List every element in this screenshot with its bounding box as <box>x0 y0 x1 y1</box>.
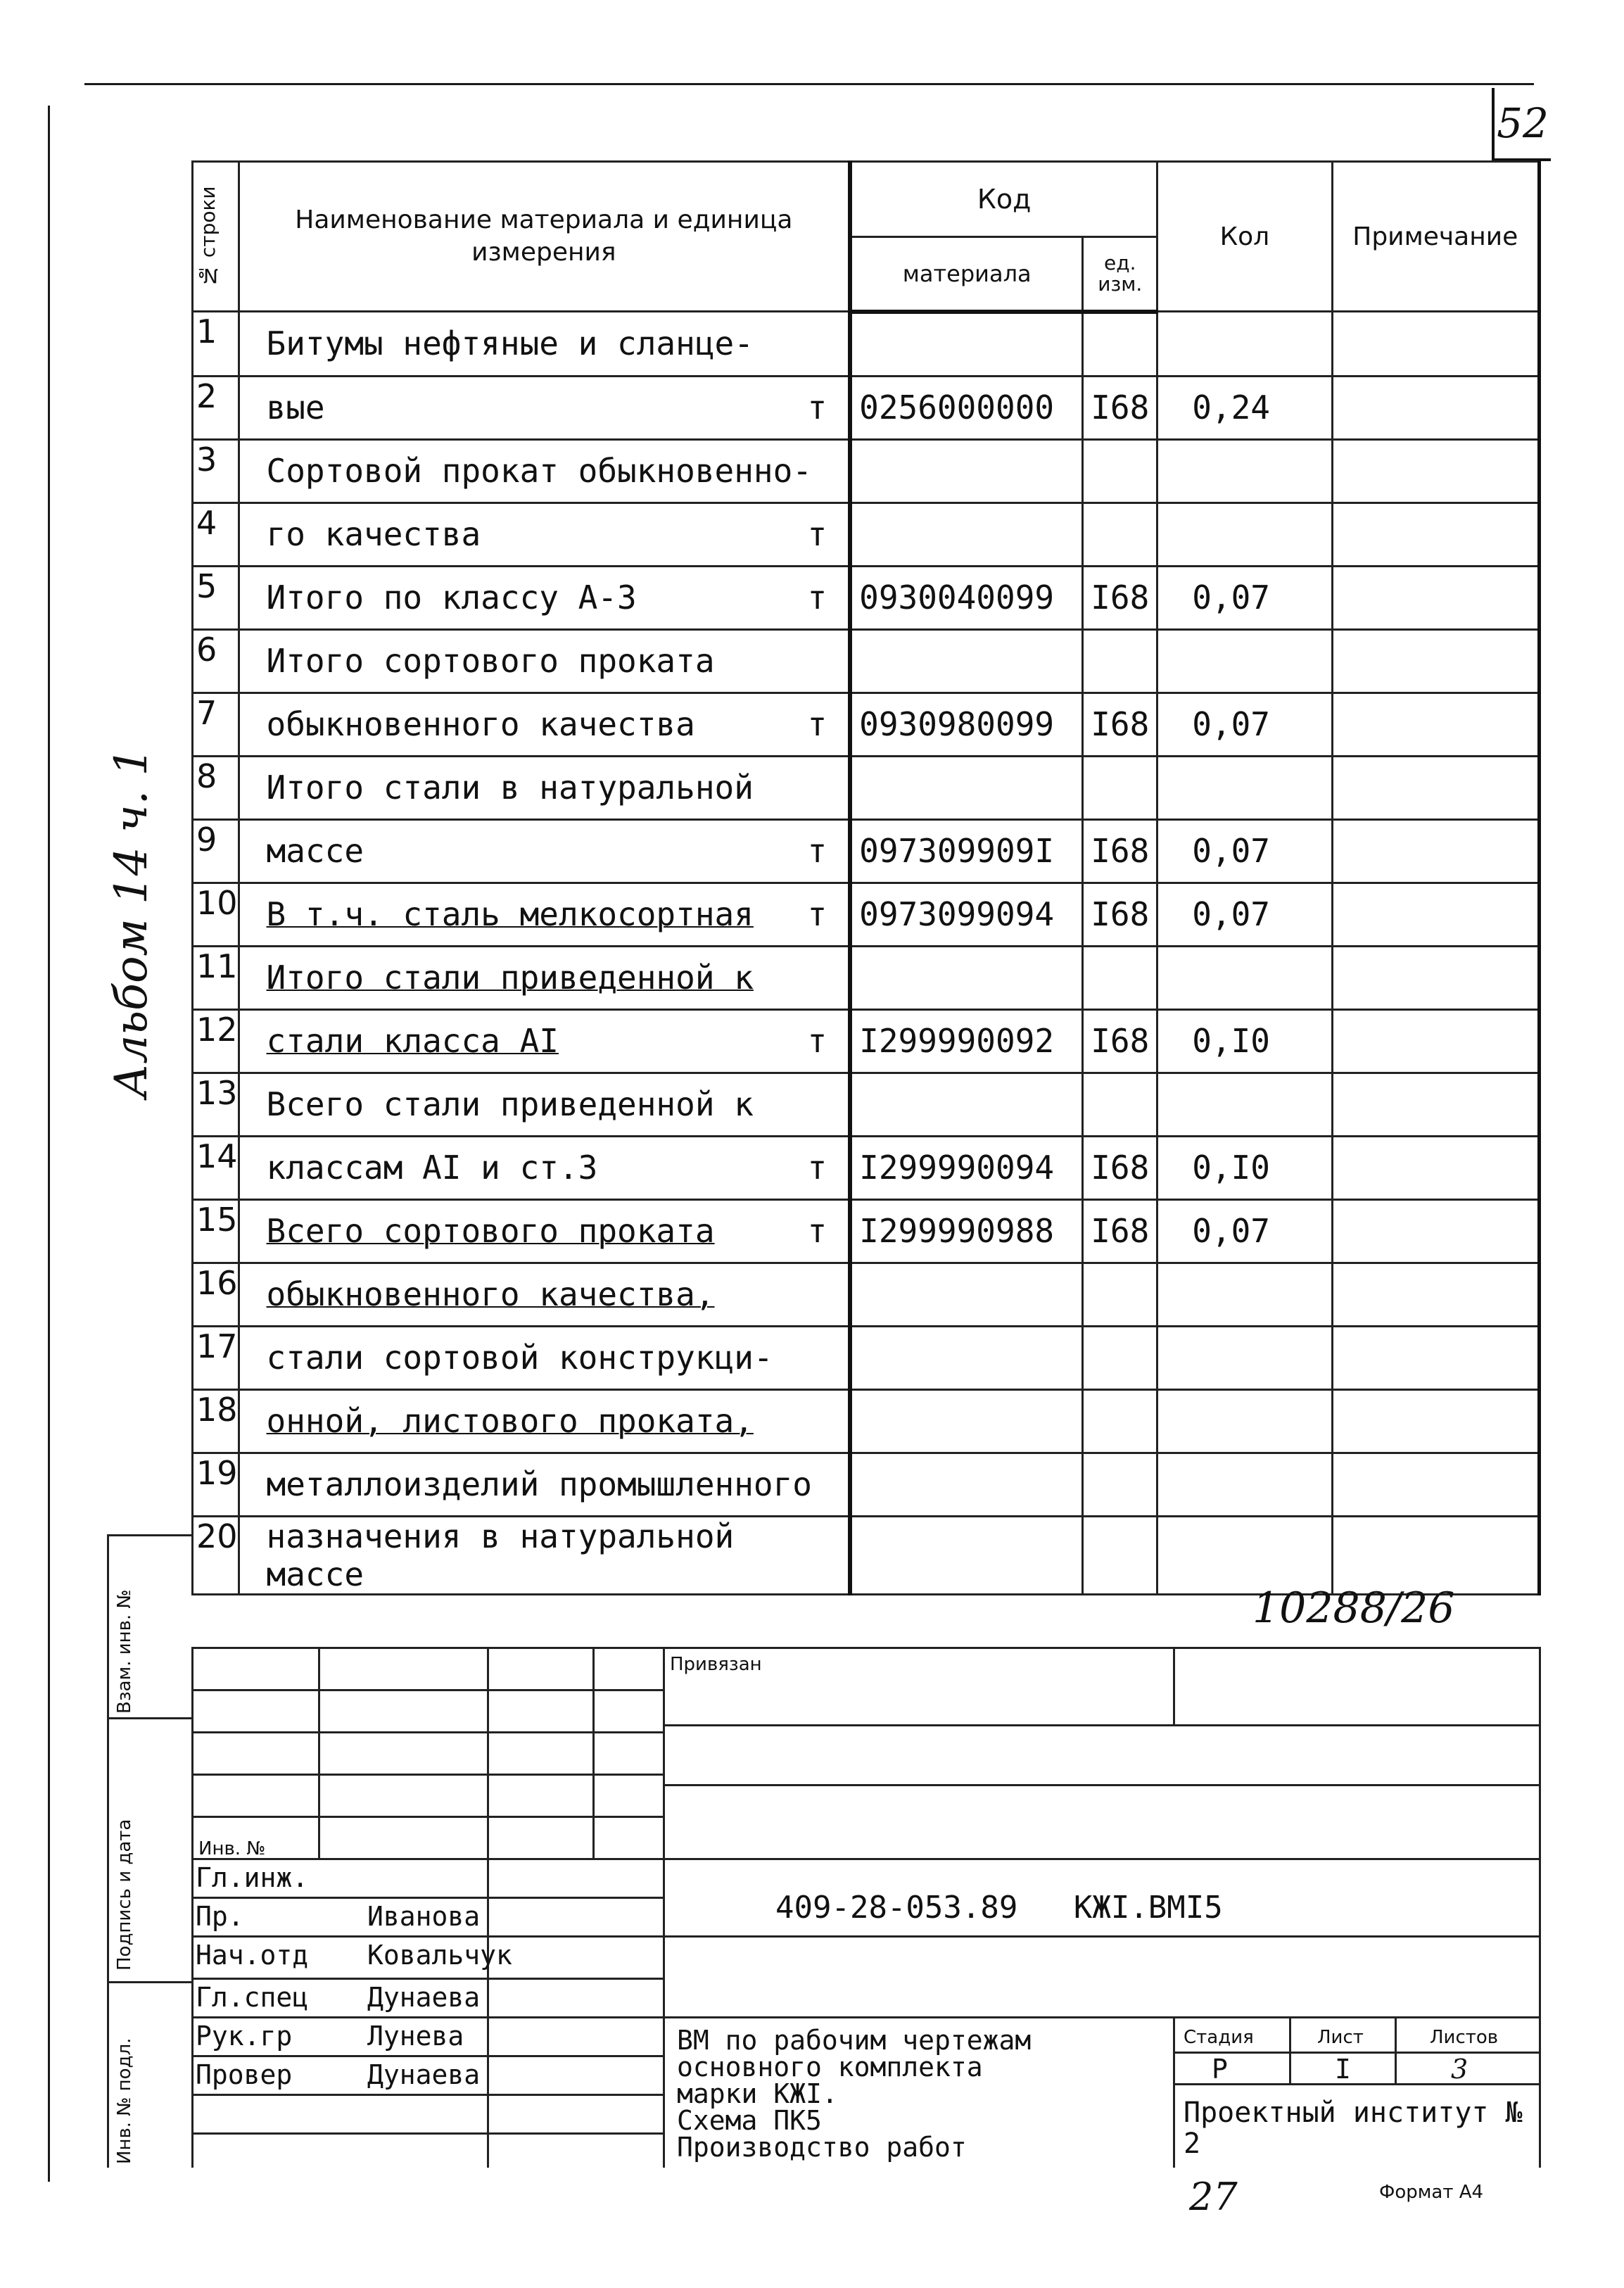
table-body <box>193 312 1540 1595</box>
table-row <box>193 1516 1540 1594</box>
note <box>1332 1263 1539 1326</box>
note <box>1332 1073 1539 1136</box>
unit-code: I68 <box>1083 1199 1157 1263</box>
note <box>1332 1326 1539 1389</box>
unit-code <box>1083 1453 1157 1516</box>
quantity <box>1157 1516 1332 1594</box>
material-code: 0256000000 <box>850 376 1083 439</box>
quantity: 0,I0 <box>1157 1009 1332 1073</box>
unit-code: I68 <box>1083 819 1157 883</box>
material-name <box>239 756 850 819</box>
unit-code: I68 <box>1083 693 1157 756</box>
person-name: Лунева <box>367 2021 464 2052</box>
material-name-text: го качества <box>266 515 481 553</box>
note <box>1332 1199 1539 1263</box>
material-name <box>239 1263 850 1326</box>
material-name-text: стали класса AI <box>266 1022 559 1060</box>
material-name <box>239 1453 850 1516</box>
material-name <box>239 566 850 629</box>
table-row <box>193 1073 1540 1136</box>
table-row <box>193 1263 1540 1326</box>
album-label: Альбом 14 ч. 1 <box>106 747 158 1098</box>
sheet-value: I <box>1335 2054 1351 2085</box>
material-name-text: классам AI и ст.3 <box>266 1149 598 1187</box>
row-number: 18 <box>193 1389 239 1453</box>
note <box>1332 819 1539 883</box>
material-code: I299990092 <box>850 1009 1083 1073</box>
unit-label: т <box>807 579 827 617</box>
table-row <box>193 1136 1540 1199</box>
unit-code: I68 <box>1083 883 1157 946</box>
row-number: 7 <box>193 693 239 756</box>
material-name-text: онной, листового проката, <box>266 1402 754 1440</box>
inv-no-label: Инв. № <box>198 1838 266 1859</box>
unit-code <box>1083 312 1157 377</box>
header-code-material: материала <box>850 236 1083 312</box>
note <box>1332 1389 1539 1453</box>
quantity: 0,24 <box>1157 376 1332 439</box>
note <box>1332 1009 1539 1073</box>
quantity: 0,07 <box>1157 566 1332 629</box>
row-number: 16 <box>193 1263 239 1326</box>
unit-label: т <box>807 1149 827 1187</box>
row-number: 12 <box>193 1009 239 1073</box>
note <box>1332 376 1539 439</box>
row-number: 15 <box>193 1199 239 1263</box>
table-row <box>193 1326 1540 1389</box>
handwritten-ref: 10288/26 <box>1252 1584 1455 1633</box>
material-name <box>239 946 850 1009</box>
role-label: Провер <box>196 2059 293 2090</box>
material-name <box>239 439 850 503</box>
material-code: 0930040099 <box>850 566 1083 629</box>
row-number: 5 <box>193 566 239 629</box>
unit-code: I68 <box>1083 1009 1157 1073</box>
unit-code <box>1083 756 1157 819</box>
role-label: Рук.гр <box>196 2021 293 2052</box>
material-name <box>239 1516 850 1594</box>
table-row <box>193 1199 1540 1263</box>
quantity <box>1157 1326 1332 1389</box>
material-code <box>850 946 1083 1009</box>
note <box>1332 1136 1539 1199</box>
quantity: 0,I0 <box>1157 1136 1332 1199</box>
note <box>1332 629 1539 693</box>
table-row <box>193 946 1540 1009</box>
role-label: Нач.отд <box>196 1940 309 1971</box>
table-row <box>193 503 1540 566</box>
header-name: Наименование материала и единица измерения <box>239 162 850 312</box>
material-name-text: Итого стали приведенной к <box>266 959 754 997</box>
unit-code <box>1083 503 1157 566</box>
material-name <box>239 312 850 377</box>
unit-code <box>1083 1073 1157 1136</box>
material-code <box>850 312 1083 377</box>
material-name-text: Всего стали приведенной к <box>266 1085 754 1123</box>
quantity <box>1157 946 1332 1009</box>
row-number: 20 <box>193 1516 239 1594</box>
unit-label: т <box>807 832 827 870</box>
table-row <box>193 693 1540 756</box>
frame-top-line <box>84 83 1534 85</box>
document-title: ВМ по рабочим чертежам основного комплекта марки КЖI. Схема ПК5 Производство работ <box>677 2025 1032 2163</box>
unit-code <box>1083 1516 1157 1594</box>
material-name <box>239 1389 850 1453</box>
unit-code <box>1083 1263 1157 1326</box>
unit-code <box>1083 1389 1157 1453</box>
material-name <box>239 1199 850 1263</box>
row-number: 13 <box>193 1073 239 1136</box>
materials-table <box>191 160 1541 1595</box>
material-code <box>850 503 1083 566</box>
quantity <box>1157 1073 1332 1136</box>
organization: Проектный институт № 2 <box>1184 2097 1523 2160</box>
bottom-number: 27 <box>1189 2175 1238 2219</box>
quantity <box>1157 1389 1332 1453</box>
unit-code <box>1083 629 1157 693</box>
row-number: 17 <box>193 1326 239 1389</box>
row-number: 1 <box>193 312 239 377</box>
material-code <box>850 439 1083 503</box>
material-code: I299990094 <box>850 1136 1083 1199</box>
unit-label: т <box>807 705 827 743</box>
unit-label: т <box>807 388 827 426</box>
label-vzam-inv: Взам. инв. № <box>114 1589 135 1714</box>
table-row <box>193 883 1540 946</box>
quantity <box>1157 1263 1332 1326</box>
privyazan-label: Привязан <box>670 1654 762 1675</box>
unit-label: т <box>807 895 827 933</box>
stage-value: Р <box>1212 2054 1228 2085</box>
row-number: 6 <box>193 629 239 693</box>
quantity <box>1157 312 1332 377</box>
note <box>1332 1453 1539 1516</box>
document-code: 409-28-053.89 КЖI.ВМI5 <box>775 1890 1223 1926</box>
material-name-text: обыкновенного качества, <box>266 1275 715 1313</box>
note <box>1332 693 1539 756</box>
table-row <box>193 756 1540 819</box>
header-note: Примечание <box>1332 162 1539 312</box>
table-row <box>193 1009 1540 1073</box>
table-row <box>193 819 1540 883</box>
note <box>1332 439 1539 503</box>
row-number: 14 <box>193 1136 239 1199</box>
quantity: 0,07 <box>1157 883 1332 946</box>
material-code <box>850 1389 1083 1453</box>
role-label: Гл.спец <box>196 1982 309 2013</box>
material-code: 0973099094 <box>850 883 1083 946</box>
quantity <box>1157 629 1332 693</box>
header-row-no: № строки <box>193 162 239 312</box>
header-code-unit: ед. изм. <box>1083 236 1157 312</box>
sheets-value: 3 <box>1451 2054 1468 2085</box>
row-number: 4 <box>193 503 239 566</box>
note <box>1332 566 1539 629</box>
material-name <box>239 819 850 883</box>
material-name <box>239 1009 850 1073</box>
table-row <box>193 439 1540 503</box>
table-row <box>193 566 1540 629</box>
unit-label: т <box>807 1022 827 1060</box>
header-qty: Кол <box>1157 162 1332 312</box>
label-inv-podl: Инв. № подл. <box>114 2037 135 2164</box>
material-name-text: стали сортовой конструкци- <box>266 1339 773 1377</box>
material-name <box>239 376 850 439</box>
note <box>1332 503 1539 566</box>
row-number: 10 <box>193 883 239 946</box>
frame-left-line <box>48 106 50 2182</box>
quantity: 0,07 <box>1157 819 1332 883</box>
material-code <box>850 1453 1083 1516</box>
material-name <box>239 1326 850 1389</box>
material-name <box>239 883 850 946</box>
material-name-text: Сортовой прокат обыкновенно- <box>266 452 812 490</box>
material-name <box>239 503 850 566</box>
quantity <box>1157 756 1332 819</box>
material-code <box>850 1326 1083 1389</box>
quantity <box>1157 503 1332 566</box>
unit-code: I68 <box>1083 1136 1157 1199</box>
note <box>1332 946 1539 1009</box>
quantity: 0,07 <box>1157 1199 1332 1263</box>
material-name-text: Битумы нефтяные и сланце- <box>266 324 754 363</box>
material-name-text: Итого по классу А-3 <box>266 579 637 617</box>
unit-code: I68 <box>1083 376 1157 439</box>
table-row <box>193 312 1540 377</box>
note <box>1332 1516 1539 1594</box>
stage-label: Стадия <box>1184 2027 1254 2048</box>
unit-code: I68 <box>1083 566 1157 629</box>
row-number: 11 <box>193 946 239 1009</box>
material-code <box>850 1073 1083 1136</box>
material-code: I299990988 <box>850 1199 1083 1263</box>
sheet-label: Лист <box>1317 2027 1364 2048</box>
material-name-text: металлоизделий промышленного <box>266 1465 812 1503</box>
person-name: Дунаева <box>367 1982 481 2013</box>
person-name: Дунаева <box>367 2059 481 2090</box>
format-label: Формат А4 <box>1379 2182 1484 2203</box>
quantity: 0,07 <box>1157 693 1332 756</box>
material-code <box>850 1263 1083 1326</box>
row-number: 8 <box>193 756 239 819</box>
material-code: 097309909I <box>850 819 1083 883</box>
table-row <box>193 376 1540 439</box>
role-label: Гл.инж. <box>196 1862 309 1893</box>
note <box>1332 883 1539 946</box>
quantity <box>1157 439 1332 503</box>
page-number: 52 <box>1492 88 1551 161</box>
material-name-text: назначения в натуральной массе <box>266 1517 735 1593</box>
label-podpis-data: Подпись и дата <box>114 1819 135 1971</box>
table-row <box>193 1453 1540 1516</box>
sheets-label: Листов <box>1430 2027 1499 2048</box>
material-name <box>239 629 850 693</box>
material-name-text: Итого стали в натуральной <box>266 769 754 807</box>
role-label: Пр. <box>196 1901 244 1932</box>
person-name: Иванова <box>367 1901 481 1932</box>
unit-code <box>1083 439 1157 503</box>
quantity <box>1157 1453 1332 1516</box>
unit-label: т <box>807 515 827 553</box>
material-code <box>850 1516 1083 1594</box>
material-name-text: обыкновенного качества <box>266 705 695 743</box>
material-code <box>850 756 1083 819</box>
unit-label: т <box>807 1212 827 1250</box>
row-number: 2 <box>193 376 239 439</box>
material-name <box>239 1073 850 1136</box>
row-number: 9 <box>193 819 239 883</box>
person-name: Ковальчук <box>367 1940 512 1971</box>
material-code <box>850 629 1083 693</box>
material-name <box>239 1136 850 1199</box>
material-name-text: Итого сортового проката <box>266 642 715 680</box>
table-row <box>193 629 1540 693</box>
row-number: 19 <box>193 1453 239 1516</box>
unit-code <box>1083 1326 1157 1389</box>
material-name-text: массе <box>266 832 364 870</box>
table-row <box>193 1389 1540 1453</box>
note <box>1332 756 1539 819</box>
material-name <box>239 693 850 756</box>
material-code: 0930980099 <box>850 693 1083 756</box>
note <box>1332 312 1539 377</box>
unit-code <box>1083 946 1157 1009</box>
material-name-text: Всего сортового проката <box>266 1212 715 1250</box>
row-number: 3 <box>193 439 239 503</box>
header-code: Код <box>850 162 1157 237</box>
material-name-text: вые <box>266 388 325 426</box>
material-name-text: В т.ч. сталь мелкосортная <box>266 895 754 933</box>
